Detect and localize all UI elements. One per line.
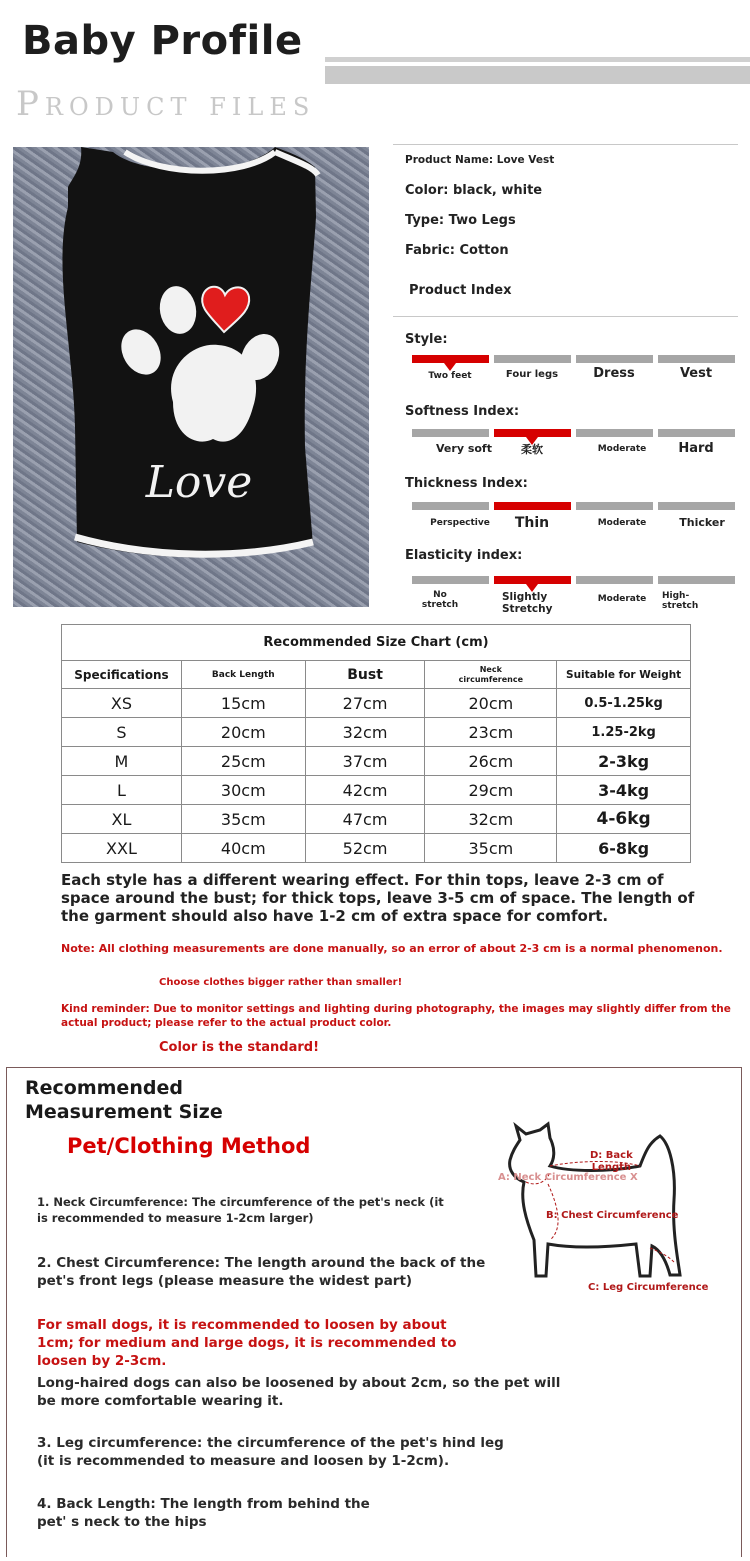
product-index-title: Product Index: [409, 283, 512, 298]
style-label-3: Dress: [593, 366, 635, 381]
size-cell: L: [62, 776, 182, 805]
size-chart-header-row: [62, 661, 691, 689]
header-specifications: Specifications: [62, 661, 182, 689]
color-standard-note: Color is the standard!: [159, 1040, 320, 1055]
neck-cell: 20cm: [425, 689, 557, 718]
softness-index-title: Softness Index:: [405, 404, 520, 419]
diagram-label-neck: A: Neck Circumference X: [498, 1172, 638, 1183]
neck-cell: 26cm: [425, 747, 557, 776]
style-segment-3: [576, 355, 653, 363]
neck-cell: 23cm: [425, 718, 557, 747]
header-weight: Suitable for Weight: [557, 661, 691, 689]
softness-segment-1: [412, 429, 489, 437]
bust-cell: 37cm: [305, 747, 425, 776]
back-length-cell: 15cm: [181, 689, 305, 718]
style-index-title: Style:: [405, 332, 448, 347]
table-row: [62, 776, 691, 805]
page-subtitle: Product files: [16, 84, 316, 124]
elasticity-label-1: No stretch: [421, 590, 459, 611]
softness-label-1: Very soft: [436, 442, 492, 455]
measurement-note: Note: All clothing measurements are done manually, so an error of about 2-3 cm is a normal phenomenon.: [61, 942, 723, 955]
weight-cell: 0.5-1.25kg: [557, 689, 691, 718]
elasticity-label-2: Slightly Stretchy: [502, 591, 553, 616]
style-segment-2: [494, 355, 571, 363]
bust-cell: 52cm: [305, 834, 425, 863]
thickness-segment-4: [658, 502, 735, 510]
softness-label-4: Hard: [678, 441, 714, 456]
size-cell: M: [62, 747, 182, 776]
elasticity-segment-4: [658, 576, 735, 584]
dog-outline: [510, 1124, 680, 1276]
neck-cell: 35cm: [425, 834, 557, 863]
elasticity-label-4: High- stretch: [662, 591, 699, 612]
weight-cell: 6-8kg: [557, 834, 691, 863]
table-row: [62, 689, 691, 718]
elasticity-segment-1: [412, 576, 489, 584]
back-length-instruction: 4. Back Length: The length from behind the pet' s neck to the hips: [37, 1496, 370, 1531]
softness-segment-2: [494, 429, 571, 437]
weight-cell: 1.25-2kg: [557, 718, 691, 747]
elasticity-index-title: Elasticity index:: [405, 548, 523, 563]
elasticity-segment-2: [494, 576, 571, 584]
style-label-1: Two feet: [428, 371, 472, 381]
elasticity-label-3: Moderate: [597, 594, 647, 604]
dog-measurement-diagram: [490, 1120, 690, 1290]
table-row: [62, 805, 691, 834]
back-length-cell: 35cm: [181, 805, 305, 834]
loosen-instruction: For small dogs, it is recommended to loosen by about 1cm; for medium and large dogs, it is recommended to loosen by 2-3cm.: [37, 1317, 457, 1370]
diagram-label-chest: B: Chest Circumference: [546, 1210, 679, 1221]
size-cell: XS: [62, 689, 182, 718]
thickness-index-title: Thickness Index:: [405, 476, 528, 491]
thickness-label-3: Moderate: [597, 518, 647, 528]
size-chart-caption: Recommended Size Chart (cm): [62, 625, 691, 661]
measurement-title-line2: Measurement Size: [25, 1101, 223, 1123]
header-bust: Bust: [305, 661, 425, 689]
vest-print-text: Love: [145, 457, 253, 508]
bust-cell: 42cm: [305, 776, 425, 805]
wearing-effect-text: Each style has a different wearing effect. For thin tops, leave 2-3 cm of space around the bust; for thick tops, leave 3-5 cm of space. The length of the garment should also have 1-2 cm of extra space for comfort.: [61, 871, 695, 925]
neck-instruction: 1. Neck Circumference: The circumference of the pet's neck (it is recommended to measure 1-2cm larger): [37, 1195, 444, 1225]
neck-cell: 32cm: [425, 805, 557, 834]
neck-cell: 29cm: [425, 776, 557, 805]
thickness-segment-1: [412, 502, 489, 510]
product-color: Color: black, white: [405, 183, 543, 198]
table-row: [62, 834, 691, 863]
product-type: Type: Two Legs: [405, 213, 516, 228]
thickness-segment-2: [494, 502, 571, 510]
diagram-label-leg: C: Leg Circumference: [588, 1282, 709, 1293]
header-back-length: Back Length: [181, 661, 305, 689]
product-name: Product Name: Love Vest: [405, 154, 555, 166]
thickness-label-1: Perspective: [430, 518, 490, 528]
bigger-note: Choose clothes bigger rather than smaller!: [159, 977, 403, 988]
softness-label-2: 柔软: [521, 443, 543, 456]
table-row: [62, 747, 691, 776]
reminder-note: Kind reminder: Due to monitor settings and lighting during photography, the images may slightly differ from the actual product; please refer to the actual product color.: [61, 1003, 731, 1029]
back-length-cell: 40cm: [181, 834, 305, 863]
chest-instruction: 2. Chest Circumference: The length around the back of the pet's front legs (please measure the widest part): [37, 1255, 486, 1290]
softness-segment-3: [576, 429, 653, 437]
info-divider-top: [393, 144, 738, 145]
header-neck-circumference: Neck circumference: [425, 661, 557, 689]
back-length-cell: 20cm: [181, 718, 305, 747]
style-label-4: Vest: [679, 366, 713, 381]
size-cell: XL: [62, 805, 182, 834]
info-divider-bottom: [393, 316, 738, 317]
thickness-label-4: Thicker: [679, 516, 725, 529]
back-length-cell: 25cm: [181, 747, 305, 776]
method-title: Pet/Clothing Method: [67, 1134, 311, 1158]
page-title: Baby Profile: [22, 18, 303, 64]
back-length-cell: 30cm: [181, 776, 305, 805]
style-segment-4: [658, 355, 735, 363]
style-label-2: Four legs: [505, 369, 559, 380]
softness-label-3: Moderate: [597, 444, 647, 454]
bust-cell: 27cm: [305, 689, 425, 718]
weight-cell: 3-4kg: [557, 776, 691, 805]
weight-cell: 2-3kg: [557, 747, 691, 776]
table-row: [62, 718, 691, 747]
size-chart-table: [61, 624, 691, 863]
bust-cell: 47cm: [305, 805, 425, 834]
header-divider-thick: [325, 66, 750, 84]
long-hair-instruction: Long-haired dogs can also be loosened by about 2cm, so the pet will be more comfortable wearing it.: [37, 1375, 561, 1410]
size-cell: XXL: [62, 834, 182, 863]
thickness-label-2: Thin: [514, 515, 550, 531]
thickness-segment-3: [576, 502, 653, 510]
softness-segment-4: [658, 429, 735, 437]
weight-cell: 4-6kg: [557, 805, 691, 834]
diagram-label-back: D: Back Length: [590, 1150, 633, 1173]
bust-cell: 32cm: [305, 718, 425, 747]
measurement-title-line1: Recommended: [25, 1077, 183, 1099]
product-photo: [13, 147, 369, 607]
leg-instruction: 3. Leg circumference: the circumference of the pet's hind leg (it is recommended to measure and loosen by 1-2cm).: [37, 1435, 504, 1470]
header-divider-thin: [325, 57, 750, 62]
product-fabric: Fabric: Cotton: [405, 243, 509, 258]
elasticity-segment-3: [576, 576, 653, 584]
style-segment-1: [412, 355, 489, 363]
size-cell: S: [62, 718, 182, 747]
